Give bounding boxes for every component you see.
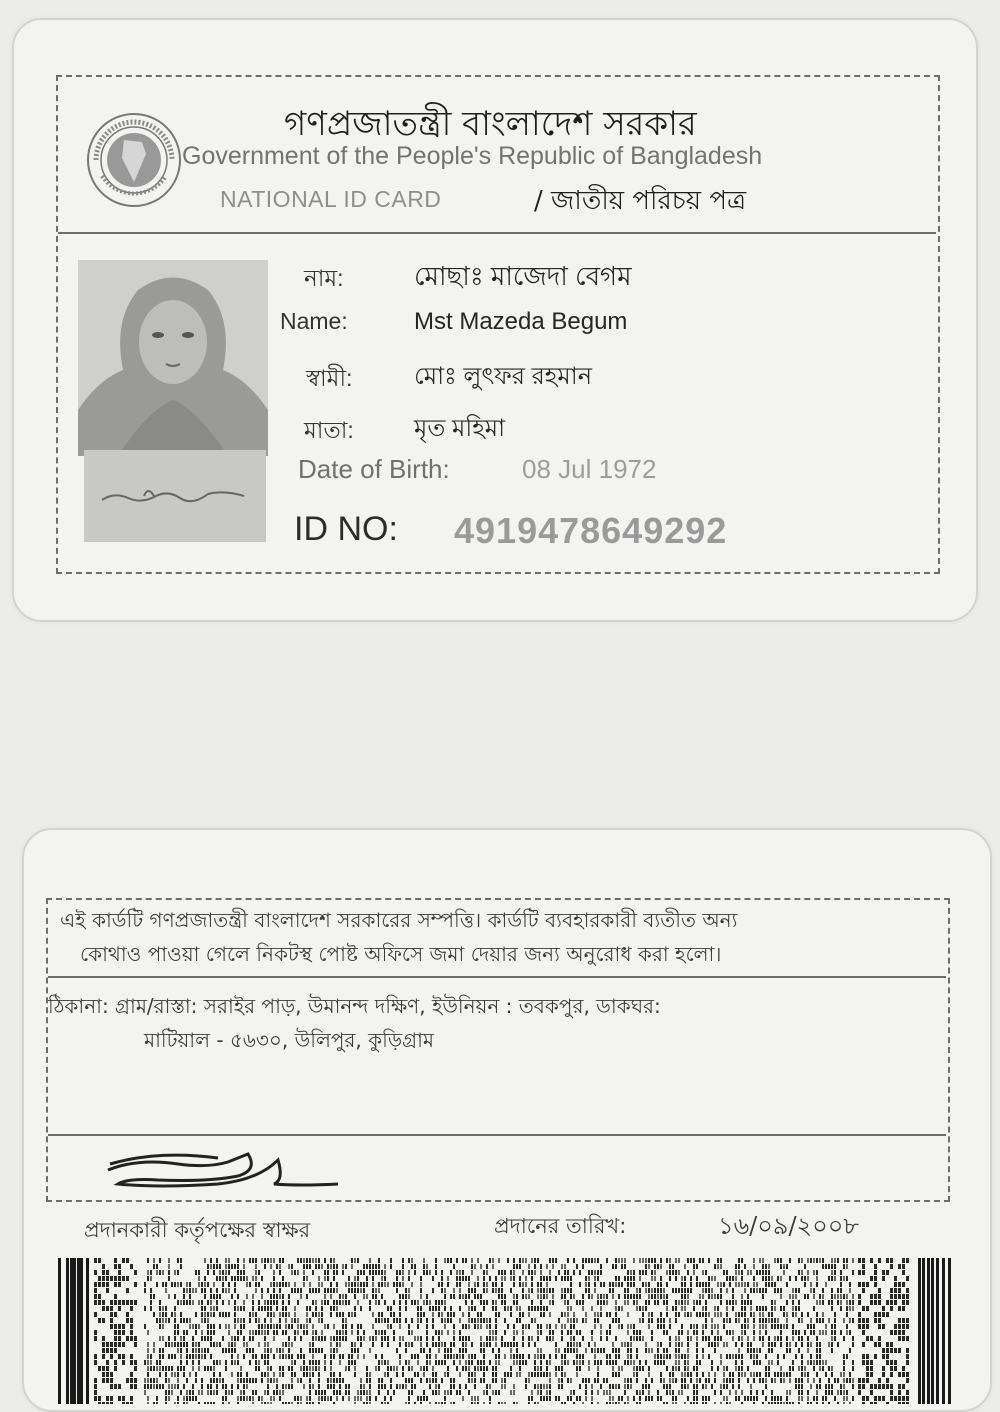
- name-english-label: Name:: [280, 308, 348, 334]
- notice-divider: [48, 976, 946, 978]
- id-card-back: [22, 828, 992, 1412]
- mother-value: মৃত মহিমা: [414, 415, 506, 442]
- pdf417-barcode: [58, 1258, 958, 1404]
- holder-signature: [84, 450, 266, 542]
- name-english-value: Mst Mazeda Begum: [414, 308, 628, 335]
- holder-photo: [78, 260, 268, 456]
- husband-label: স্বামী:: [306, 365, 353, 391]
- header-title-bengali: গণপ্রজাতন্ত্রী বাংলাদেশ সরকার: [284, 104, 697, 144]
- header-divider: [58, 232, 936, 234]
- issue-date-value: ১৬/০৯/২০০৮: [718, 1212, 859, 1240]
- ownership-notice-line-1: এই কার্ডটি গণপ্রজাতন্ত্রী বাংলাদেশ সরকারের সম্পত্তি। কার্ডটি ব্যবহারকারী ব্যতীত অন্য: [60, 908, 738, 932]
- issuing-authority-signature: [98, 1140, 358, 1196]
- date-of-birth-value: 08 Jul 1972: [522, 454, 657, 484]
- husband-value: মোঃ লুৎফর রহমান: [414, 363, 593, 390]
- name-bengali-label: নাম:: [304, 265, 344, 291]
- date-of-birth-label: Date of Birth:: [298, 454, 450, 484]
- government-seal-icon: [84, 110, 184, 210]
- ownership-notice-line-2: কোথাও পাওয়া গেলে নিকটস্থ পোষ্ট অফিসে জমা দেয়ার জন্য অনুরোধ করা হলো।: [80, 942, 722, 966]
- header-title-english: Government of the People's Republic of Bangladesh: [182, 142, 763, 170]
- card-type-english: NATIONAL ID CARD: [220, 186, 442, 212]
- id-number-value: 4919478649292: [454, 510, 728, 551]
- authority-signature-label: প্রদানকারী কর্তৃপক্ষের স্বাক্ষর: [84, 1218, 311, 1242]
- card-type-bengali: / জাতীয় পরিচয় পত্র: [534, 186, 747, 216]
- issue-date-label: প্রদানের তারিখ:: [494, 1214, 627, 1238]
- mother-label: মাতা:: [304, 417, 354, 443]
- id-number-label: ID NO:: [294, 510, 398, 548]
- address-line-1: ঠিকানা: গ্রাম/রাস্তা: সরাইর পাড়, উমানন্দ দক্ষিণ, ইউনিয়ন : তবকপুর, ডাকঘর:: [48, 994, 661, 1018]
- address-line-2: মাটিয়াল - ৫৬৩০, উলিপুর, কুড়িগ্রাম: [144, 1028, 435, 1052]
- id-card-front: [12, 18, 978, 622]
- name-bengali-value: মোছাঃ মাজেদা বেগম: [414, 261, 632, 291]
- address-divider: [48, 1134, 946, 1136]
